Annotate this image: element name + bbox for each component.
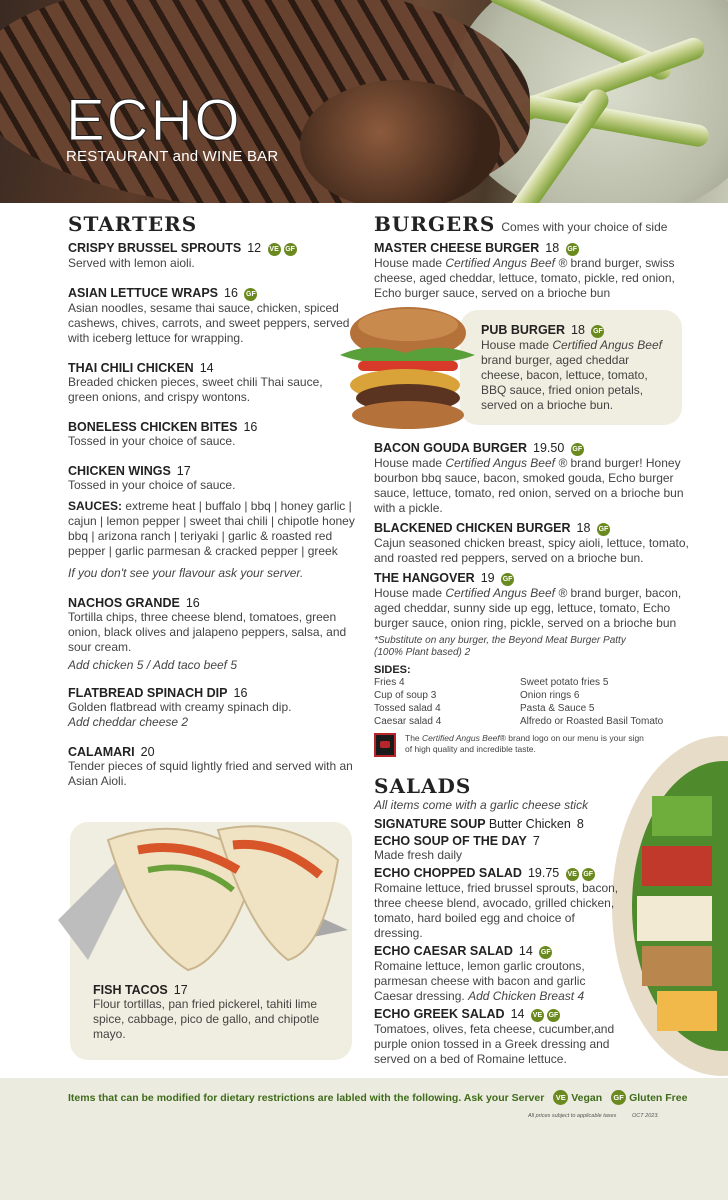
gluten-free-badge-icon: GF xyxy=(539,946,552,959)
desc-text: Romaine lettuce, lemon garlic croutons, parmesan cheese with bacon and garlic Caesar dressing. xyxy=(374,959,586,1003)
item-extra: Butter Chicken xyxy=(488,817,571,831)
sides-grid xyxy=(374,676,694,728)
item-price: 20 xyxy=(140,745,155,759)
desc-text: House made xyxy=(481,338,553,352)
side-item: Onion rings 6 xyxy=(520,690,580,701)
item-name xyxy=(374,834,620,848)
item-name xyxy=(68,464,355,478)
item-title: ECHO GREEK SALAD xyxy=(374,1007,505,1021)
item-title: SIGNATURE SOUP xyxy=(374,817,486,831)
item-name xyxy=(374,944,620,959)
menu-item xyxy=(374,441,694,516)
desc-brand: Certified Angus Beef xyxy=(552,338,662,352)
gluten-free-badge-icon: GF xyxy=(566,243,579,256)
item-price: 16 xyxy=(185,596,200,610)
item-name xyxy=(68,286,355,301)
header-photo xyxy=(0,0,728,203)
echo-logo xyxy=(66,88,279,165)
menu-item xyxy=(374,866,620,941)
sauces-label: SAUCES: xyxy=(68,499,123,513)
gluten-free-badge-icon: GF xyxy=(571,443,584,456)
menu-item xyxy=(68,596,355,673)
gluten-free-badge-icon: GF xyxy=(501,573,514,586)
menu-item xyxy=(374,1007,620,1067)
desc-text: brand burger, aged cheddar cheese, bacon, lettuce, tomato, BBQ sauce, fried onion petals, served on a brioche bun. xyxy=(481,353,648,412)
item-price: 19 xyxy=(480,571,495,585)
burgers-note: Comes with your choice of side xyxy=(501,220,668,234)
gluten-free-badge-icon: GF xyxy=(582,868,595,881)
vegan-badge-icon: VE xyxy=(566,868,579,881)
item-price: 14 xyxy=(199,361,214,375)
salads-note: All items come with a garlic cheese stick xyxy=(374,798,589,812)
item-price: 14 xyxy=(510,1007,525,1021)
item-addon: Add chicken 5 / Add taco beef 5 xyxy=(68,658,238,672)
side-item: Tossed salad 4 xyxy=(374,703,441,714)
desc-text: brand burger, bacon, aged cheddar, sunny side up egg, lettuce, tomato, Echo burger sauce, onion ring, pickle, served on a brioche bun xyxy=(374,586,682,630)
menu-item xyxy=(374,817,620,831)
item-addon: Add Chicken Breast 4 xyxy=(468,989,585,1003)
item-title: CHICKEN WINGS xyxy=(68,464,171,478)
item-price: 18 xyxy=(545,241,560,255)
item-title: ECHO CAESAR SALAD xyxy=(374,944,513,958)
substitute-note: *Substitute on any burger, the Beyond Meat Burger Patty (100% Plant based) 2 xyxy=(374,635,626,658)
fish-tacos-image xyxy=(58,820,348,980)
desc-brand: Certified Angus Beef ® xyxy=(445,456,568,470)
gluten-free-label: Gluten Free xyxy=(629,1092,688,1104)
item-description: Breaded chicken pieces, sweet chili Thai sauce, green onions, and crispy wontons. xyxy=(68,375,323,404)
item-name xyxy=(374,1007,620,1022)
item-description xyxy=(374,256,694,301)
salads-title: SALADS xyxy=(374,774,472,798)
menu-date: OCT 2023. xyxy=(632,1113,659,1119)
menu-item xyxy=(374,521,694,566)
item-title: MASTER CHEESE BURGER xyxy=(374,241,540,255)
certified-angus-logo-icon xyxy=(374,733,396,757)
desc-text: brand burger, swiss cheese, aged cheddar, lettuce, tomato, pickle, red onion, Echo burger sauce, served on a brioche bun xyxy=(374,256,675,300)
item-name xyxy=(374,441,694,456)
item-name xyxy=(481,323,671,338)
salad-image xyxy=(612,736,728,1076)
certified-angus-text xyxy=(405,733,645,755)
pub-burger-item xyxy=(481,323,671,413)
side-item: Sweet potato fries 5 xyxy=(520,677,609,688)
item-name xyxy=(68,686,355,700)
dietary-legend xyxy=(68,1090,687,1105)
certified-angus-note xyxy=(374,733,694,757)
menu-item xyxy=(68,464,355,493)
cab-brand: Certified Angus Beef® xyxy=(422,733,506,743)
item-name xyxy=(374,521,694,536)
sides-title: SIDES: xyxy=(374,664,411,676)
item-name xyxy=(68,420,355,434)
desc-brand: Certified Angus Beef ® xyxy=(445,256,568,270)
item-description: Tossed in your choice of sauce. xyxy=(68,434,236,448)
menu-item xyxy=(68,686,355,730)
side-item: Cup of soup 3 xyxy=(374,690,437,701)
salads-column xyxy=(374,774,620,1067)
item-description: Tossed in your choice of sauce. xyxy=(68,478,236,492)
taxes-note: All prices subject to applicable taxes xyxy=(528,1113,617,1119)
item-name xyxy=(93,983,333,997)
item-price: 7 xyxy=(532,834,540,848)
menu-item xyxy=(68,286,355,346)
item-description: Romaine lettuce, fried brussel sprouts, bacon, three cheese blend, avocado, grilled chicken, tomato, hard boiled egg and choice of dressing. xyxy=(374,881,619,940)
item-price: 12 xyxy=(247,241,262,255)
item-description: Made fresh daily xyxy=(374,848,463,862)
cab-text-a: The xyxy=(405,733,423,743)
vegan-badge-icon: VE xyxy=(553,1090,568,1105)
item-title: BACON GOUDA BURGER xyxy=(374,441,528,455)
item-title: THAI CHILI CHICKEN xyxy=(68,361,194,375)
item-price: 17 xyxy=(173,983,188,997)
item-name xyxy=(68,596,355,610)
item-price: 14 xyxy=(518,944,533,958)
menu-item xyxy=(374,834,620,863)
legend-text: Items that can be modified for dietary restrictions are labled with the following. Ask your Server xyxy=(68,1092,545,1104)
item-name xyxy=(68,241,355,256)
item-price: 16 xyxy=(243,420,258,434)
fish-tacos-item xyxy=(93,983,333,1042)
item-title: ASIAN LETTUCE WRAPS xyxy=(68,286,218,300)
item-description xyxy=(374,586,694,631)
item-title: ECHO SOUP OF THE DAY xyxy=(374,834,527,848)
vegan-badge-icon: VE xyxy=(531,1009,544,1022)
gluten-free-badge-icon: GF xyxy=(547,1009,560,1022)
desc-text: House made xyxy=(374,456,446,470)
item-name xyxy=(374,866,620,881)
item-description: Tender pieces of squid lightly fried and served with an Asian Aioli. xyxy=(68,759,353,788)
item-title: CRISPY BRUSSEL SPROUTS xyxy=(68,241,242,255)
starters-column xyxy=(68,212,355,789)
item-price: 18 xyxy=(571,323,585,337)
burgers-title xyxy=(374,212,694,236)
side-item: Alfredo or Roasted Basil Tomato xyxy=(520,716,664,727)
item-name xyxy=(68,361,355,375)
item-title: THE HANGOVER xyxy=(374,571,475,585)
menu-item xyxy=(68,745,355,789)
item-price: 19.75 xyxy=(527,866,560,880)
item-name xyxy=(374,571,694,586)
item-description: Golden flatbread with creamy spinach dip. xyxy=(68,700,292,714)
item-price: 16 xyxy=(224,286,238,300)
desc-text: brand burger! Honey bourbon bbq sauce, bacon, smoked gouda, Echo burger sauce, lettuce, tomato, red onion, served on a brioche bun with a pickle. xyxy=(374,456,684,515)
item-price: 18 xyxy=(576,521,591,535)
sides-section xyxy=(374,664,694,728)
item-title: FISH TACOS xyxy=(93,983,168,997)
vegan-badge-icon: VE xyxy=(268,243,281,256)
menu-item xyxy=(68,361,355,405)
starters-title: STARTERS xyxy=(68,212,198,236)
item-description: Flour tortillas, pan fried pickerel, tahiti lime spice, cabbage, pico de gallo, and chipotle mayo. xyxy=(93,997,320,1041)
gluten-free-badge-icon: GF xyxy=(597,523,610,536)
gluten-free-badge-icon: GF xyxy=(284,243,297,256)
gluten-free-badge-icon: GF xyxy=(591,325,604,338)
item-name xyxy=(374,817,620,831)
sauces-note: If you don't see your flavour ask your server. xyxy=(68,566,304,580)
item-addon: Add cheddar cheese 2 xyxy=(68,715,189,729)
item-name xyxy=(68,745,355,759)
item-title: FLATBREAD SPINACH DIP xyxy=(68,686,228,700)
menu-item xyxy=(374,944,620,1004)
item-title: ECHO CHOPPED SALAD xyxy=(374,866,522,880)
item-description: Served with lemon aioli. xyxy=(68,256,195,270)
burgers-list-lower xyxy=(374,441,694,757)
item-description xyxy=(481,338,671,413)
sauces-list xyxy=(68,499,355,559)
gluten-free-badge-icon: GF xyxy=(611,1090,626,1105)
item-price: 8 xyxy=(576,817,584,831)
item-description xyxy=(374,959,620,1004)
item-description: Tortilla chips, three cheese blend, tomatoes, green onion, black olives and jalapeno peppers, salsa, and sour cream. xyxy=(68,610,347,654)
desc-brand: Certified Angus Beef ® xyxy=(445,586,568,600)
side-item: Caesar salad 4 xyxy=(374,716,442,727)
burgers-column xyxy=(374,212,694,301)
item-title: BONELESS CHICKEN BITES xyxy=(68,420,238,434)
burgers-heading: BURGERS xyxy=(374,212,496,236)
item-price: 16 xyxy=(233,686,248,700)
side-item: Fries 4 xyxy=(374,677,405,688)
logo-subtitle: RESTAURANT and WINE BAR xyxy=(66,148,279,165)
menu-item xyxy=(374,571,694,631)
desc-text: House made xyxy=(374,586,446,600)
item-title: PUB BURGER xyxy=(481,323,566,337)
side-item: Pasta & Sauce 5 xyxy=(520,703,595,714)
sauces-text: extreme heat | buffalo | bbq | honey garlic | cajun | lemon pepper | sweet thai chili | chipotle honey bbq | arizona ranch | teriyaki | garlic & roasted red pepper | garlic parmesan & cracked pepper | greek xyxy=(68,499,355,558)
item-name xyxy=(374,241,694,256)
item-description xyxy=(374,456,694,516)
menu-item xyxy=(68,420,355,449)
gluten-free-badge-icon: GF xyxy=(244,288,257,301)
vegan-label: Vegan xyxy=(571,1092,603,1104)
item-price: 17 xyxy=(176,464,191,478)
item-description: Cajun seasoned chicken breast, spicy aioli, lettuce, tomato, and roasted red peppers, served on a brioche bun. xyxy=(374,536,689,565)
steak-image xyxy=(300,80,500,203)
desc-text: House made xyxy=(374,256,446,270)
menu-item xyxy=(68,241,355,271)
item-description: Tomatoes, olives, feta cheese, cucumber,and purple onion tossed in a Greek dressing and served on a bed of Romaine lettuce. xyxy=(374,1022,615,1066)
menu-item xyxy=(374,241,694,301)
cab-text-c: brand logo on our menu is your sign of high quality and incredible taste. xyxy=(405,733,644,754)
item-title: NACHOS GRANDE xyxy=(68,596,180,610)
logo-word: ECHO xyxy=(66,88,242,153)
item-price: 19.50 xyxy=(533,441,565,455)
item-title: CALAMARI xyxy=(68,745,135,759)
item-title: BLACKENED CHICKEN BURGER xyxy=(374,521,571,535)
item-description: Asian noodles, sesame thai sauce, chicken, spiced cashews, chives, carrots, and sweet peppers, served with iceberg lettuce for wrapping. xyxy=(68,301,350,345)
